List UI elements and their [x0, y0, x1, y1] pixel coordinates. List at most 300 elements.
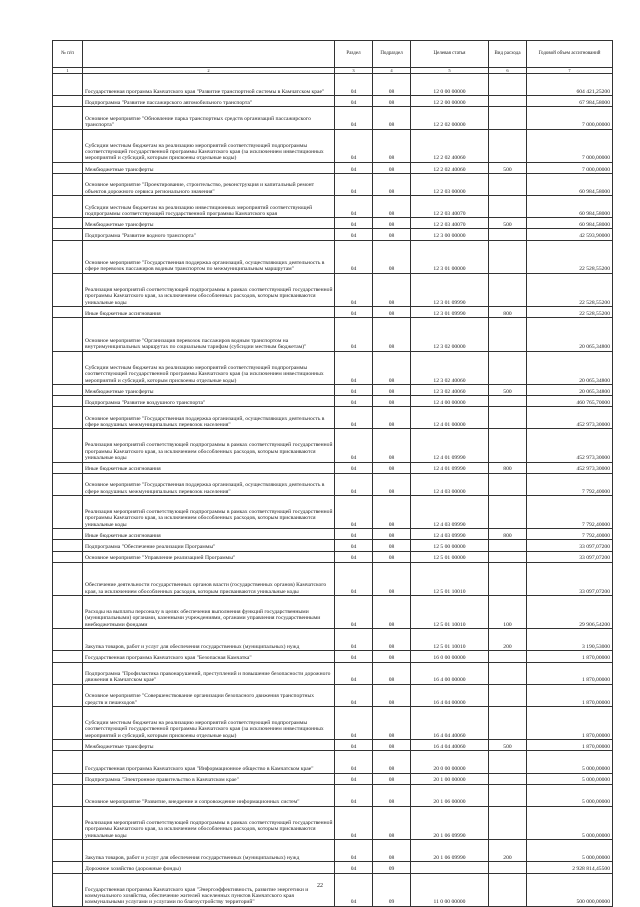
- row-expense-type: [489, 751, 527, 773]
- row-razdel: 04: [335, 307, 373, 318]
- row-podrazdel: 08: [373, 540, 411, 551]
- row-target-article: 20 0 00 00000: [411, 751, 489, 773]
- row-name: Подпрограмма "Профилактика правонарушений, преступлений и повышение безопасности дорожного движения в Камчатском крае": [83, 662, 335, 684]
- table-row: [53, 384, 613, 395]
- row-name: Реализация мероприятий соответствующей подпрограммы в рамках соответствующей государственной программы Камчатского края, за исключением обособленных расходов, которым присваиваются уникальные коды: [83, 429, 335, 462]
- table-row: [53, 96, 613, 107]
- row-annual-sum: 1 870,00000: [527, 684, 613, 706]
- row-podrazdel: 08: [373, 218, 411, 229]
- row-podrazdel: 09: [373, 873, 411, 906]
- row-expense-type: [489, 784, 527, 806]
- row-annual-sum: 1 870,00000: [527, 706, 613, 739]
- row-target-article: 12 2 00 00000: [411, 96, 489, 107]
- row-annual-sum: 1 870,00000: [527, 662, 613, 684]
- row-razdel: 04: [335, 529, 373, 540]
- row-name: Государственная программа Камчатского края "Информационное общество в Камчатском крае": [83, 751, 335, 773]
- table-row: [53, 684, 613, 706]
- row-target-article: 12 3 01 09990: [411, 273, 489, 306]
- row-razdel: 04: [335, 173, 373, 195]
- row-num: [53, 740, 83, 751]
- row-razdel: 04: [335, 96, 373, 107]
- table-row: [53, 562, 613, 595]
- table-row: [53, 873, 613, 906]
- row-expense-type: [489, 684, 527, 706]
- table-row: [53, 651, 613, 662]
- row-razdel: 04: [335, 318, 373, 351]
- row-target-article: 20 1 00 00000: [411, 773, 489, 784]
- row-expense-type: [489, 273, 527, 306]
- table-row: [53, 595, 613, 628]
- table-row: [53, 173, 613, 195]
- row-num: [53, 806, 83, 839]
- row-target-article: 12 4 00 00000: [411, 396, 489, 407]
- row-target-article: 12 2 02 00000: [411, 107, 489, 129]
- row-annual-sum: 460 765,70000: [527, 396, 613, 407]
- row-expense-type: [489, 229, 527, 240]
- table-row: [53, 429, 613, 462]
- row-name: Межбюджетные трансферты: [83, 218, 335, 229]
- row-num: [53, 562, 83, 595]
- row-annual-sum: 7 000,00000: [527, 107, 613, 129]
- row-razdel: 04: [335, 706, 373, 739]
- row-target-article: 16 4 04 40060: [411, 706, 489, 739]
- header-num: № п/п: [53, 41, 83, 68]
- row-podrazdel: 08: [373, 651, 411, 662]
- row-target-article: [411, 862, 489, 873]
- row-name: Реализация мероприятий соответствующей подпрограммы в рамках соответствующей государственной программы Камчатского края, за исключением обособленных расходов, которым присваиваются уникальные коды: [83, 495, 335, 528]
- row-podrazdel: 08: [373, 129, 411, 162]
- table-row: [53, 706, 613, 739]
- row-num: [53, 129, 83, 162]
- row-num: [53, 840, 83, 862]
- row-podrazdel: 08: [373, 384, 411, 395]
- row-annual-sum: 22 528,55200: [527, 273, 613, 306]
- row-razdel: 04: [335, 595, 373, 628]
- row-target-article: 12 2 03 00000: [411, 173, 489, 195]
- column-index: 2: [83, 68, 335, 74]
- header-target-article: Целевая статья: [411, 41, 489, 68]
- row-annual-sum: 7 792,40000: [527, 495, 613, 528]
- table-row: [53, 462, 613, 473]
- row-target-article: 12 4 03 00000: [411, 473, 489, 495]
- row-num: [53, 396, 83, 407]
- row-target-article: 16 4 04 40060: [411, 740, 489, 751]
- header-podrazdel: Подраздел: [373, 41, 411, 68]
- table-row: [53, 551, 613, 562]
- row-target-article: 12 5 01 10010: [411, 562, 489, 595]
- row-num: [53, 240, 83, 273]
- column-index: 7: [527, 68, 613, 74]
- row-annual-sum: 452 973,30000: [527, 462, 613, 473]
- row-num: [53, 462, 83, 473]
- row-name: Основное мероприятие "Государственная поддержка организаций, осуществляющих деятельность в сфере воздушных межмуниципальных перевозок населения": [83, 407, 335, 429]
- row-target-article: 12 3 02 40060: [411, 384, 489, 395]
- row-expense-type: 500: [489, 162, 527, 173]
- row-razdel: 04: [335, 107, 373, 129]
- row-annual-sum: 22 528,55200: [527, 240, 613, 273]
- row-expense-type: [489, 495, 527, 528]
- row-annual-sum: 33 097,07200: [527, 551, 613, 562]
- row-name: Закупка товаров, работ и услуг для обеспечения государственных (муниципальных) нужд: [83, 629, 335, 651]
- row-annual-sum: 5 000,00000: [527, 840, 613, 862]
- header-razdel: Раздел: [335, 41, 373, 68]
- row-podrazdel: 08: [373, 407, 411, 429]
- table-row: [53, 751, 613, 773]
- row-razdel: 04: [335, 651, 373, 662]
- table-row: [53, 773, 613, 784]
- column-index: 5: [411, 68, 489, 74]
- row-num: [53, 595, 83, 628]
- row-annual-sum: 500 000,00000: [527, 873, 613, 906]
- row-expense-type: [489, 407, 527, 429]
- row-target-article: 16 0 00 00000: [411, 651, 489, 662]
- table-row: [53, 862, 613, 873]
- row-num: [53, 662, 83, 684]
- row-annual-sum: 60 984,58000: [527, 173, 613, 195]
- row-razdel: 04: [335, 562, 373, 595]
- table-row: [53, 273, 613, 306]
- row-num: [53, 429, 83, 462]
- row-num: [53, 495, 83, 528]
- row-num: [53, 74, 83, 96]
- row-expense-type: [489, 196, 527, 218]
- table-row: [53, 806, 613, 839]
- row-num: [53, 784, 83, 806]
- row-target-article: 12 4 03 09990: [411, 495, 489, 528]
- row-num: [53, 684, 83, 706]
- row-razdel: 04: [335, 240, 373, 273]
- row-target-article: 12 0 00 00000: [411, 74, 489, 96]
- table-row: [53, 107, 613, 129]
- row-name: Обеспечение деятельности государственных органов власти (государственных органов) Камчатского края, за исключением обособленных расходов, которым присваиваются уникальные коды: [83, 562, 335, 595]
- row-annual-sum: 7 000,00000: [527, 129, 613, 162]
- row-name: Подпрограмма "Электронное правительство в Камчатском крае": [83, 773, 335, 784]
- row-name: Закупка товаров, работ и услуг для обеспечения государственных (муниципальных) нужд: [83, 840, 335, 862]
- row-target-article: 12 3 01 09990: [411, 307, 489, 318]
- header-name: [83, 41, 335, 68]
- row-razdel: 04: [335, 74, 373, 96]
- row-num: [53, 173, 83, 195]
- row-annual-sum: 33 097,07200: [527, 562, 613, 595]
- row-annual-sum: 60 984,58000: [527, 218, 613, 229]
- row-num: [53, 218, 83, 229]
- row-expense-type: [489, 551, 527, 562]
- row-num: [53, 384, 83, 395]
- row-name: Иные бюджетные ассигнования: [83, 307, 335, 318]
- row-expense-type: 800: [489, 462, 527, 473]
- table-row: [53, 351, 613, 384]
- row-annual-sum: 33 097,07200: [527, 540, 613, 551]
- row-name: Подпрограмма "Развитие пассажирского автомобильного транспорта": [83, 96, 335, 107]
- row-name: Основное мероприятие "Государственная поддержка организаций, осуществляющих деятельность в сфере воздушных межмуниципальных перевозок населения": [83, 473, 335, 495]
- row-podrazdel: 08: [373, 784, 411, 806]
- row-annual-sum: 5 000,00000: [527, 773, 613, 784]
- row-podrazdel: 09: [373, 862, 411, 873]
- row-razdel: 04: [335, 862, 373, 873]
- row-num: [53, 862, 83, 873]
- row-razdel: 04: [335, 662, 373, 684]
- row-num: [53, 318, 83, 351]
- row-podrazdel: 08: [373, 595, 411, 628]
- row-podrazdel: 08: [373, 495, 411, 528]
- table-row: [53, 407, 613, 429]
- row-annual-sum: 5 000,00000: [527, 806, 613, 839]
- page-number: 22: [317, 883, 323, 889]
- row-num: [53, 629, 83, 651]
- row-expense-type: 800: [489, 307, 527, 318]
- row-expense-type: [489, 706, 527, 739]
- row-podrazdel: 08: [373, 684, 411, 706]
- column-index: 4: [373, 68, 411, 74]
- row-name: Основное мероприятие "Проектирование, строительство, реконструкция и капитальный ремонт объектов дорожного сервиса регионального значения": [83, 173, 335, 195]
- row-expense-type: 200: [489, 629, 527, 651]
- row-podrazdel: 08: [373, 229, 411, 240]
- row-num: [53, 162, 83, 173]
- row-razdel: 04: [335, 773, 373, 784]
- row-razdel: 04: [335, 351, 373, 384]
- row-podrazdel: 08: [373, 773, 411, 784]
- table-row: [53, 662, 613, 684]
- row-podrazdel: 08: [373, 162, 411, 173]
- row-razdel: 04: [335, 196, 373, 218]
- row-target-article: 20 1 06 09990: [411, 806, 489, 839]
- row-razdel: 04: [335, 684, 373, 706]
- row-name: Иные бюджетные ассигнования: [83, 462, 335, 473]
- row-annual-sum: 7 792,40000: [527, 529, 613, 540]
- row-podrazdel: 08: [373, 806, 411, 839]
- row-name: Государственная программа Камчатского края "Безопасная Камчатка": [83, 651, 335, 662]
- row-razdel: 04: [335, 495, 373, 528]
- row-expense-type: [489, 540, 527, 551]
- row-expense-type: [489, 173, 527, 195]
- row-name: Иные бюджетные ассигнования: [83, 529, 335, 540]
- row-razdel: 04: [335, 384, 373, 395]
- row-target-article: 12 3 00 00000: [411, 229, 489, 240]
- row-name: Реализация мероприятий соответствующей подпрограммы в рамках соответствующей государственной программы Камчатского края, за исключением обособленных расходов, которым присваиваются уникальные коды: [83, 273, 335, 306]
- row-podrazdel: 08: [373, 629, 411, 651]
- row-razdel: 04: [335, 540, 373, 551]
- column-index: 6: [489, 68, 527, 74]
- row-annual-sum: 7 792,40000: [527, 473, 613, 495]
- row-annual-sum: 7 000,00000: [527, 162, 613, 173]
- row-podrazdel: 08: [373, 273, 411, 306]
- row-num: [53, 473, 83, 495]
- row-expense-type: [489, 396, 527, 407]
- table-row: [53, 218, 613, 229]
- row-razdel: 04: [335, 784, 373, 806]
- row-podrazdel: 08: [373, 96, 411, 107]
- row-expense-type: [489, 806, 527, 839]
- row-name: Субсидии местным бюджетам на реализацию мероприятий соответствующей подпрограммы соответствующей государственной программы Камчатского края (за исключением инвестиционных мероприятий и субсидий, которым присвоены отдельные коды): [83, 129, 335, 162]
- row-expense-type: [489, 351, 527, 384]
- table-row: [53, 740, 613, 751]
- row-razdel: 04: [335, 740, 373, 751]
- row-target-article: 20 1 06 09990: [411, 840, 489, 862]
- row-annual-sum: 3 190,53000: [527, 629, 613, 651]
- row-num: [53, 196, 83, 218]
- row-expense-type: 500: [489, 218, 527, 229]
- row-podrazdel: 08: [373, 74, 411, 96]
- table-row: [53, 74, 613, 96]
- row-target-article: 12 5 01 10010: [411, 595, 489, 628]
- row-expense-type: 500: [489, 384, 527, 395]
- header-annual-sum: Годовой объем ассигнований: [527, 41, 613, 68]
- row-expense-type: [489, 651, 527, 662]
- row-expense-type: [489, 129, 527, 162]
- table-row: [53, 473, 613, 495]
- row-podrazdel: 08: [373, 396, 411, 407]
- row-podrazdel: 08: [373, 107, 411, 129]
- row-name: Дорожное хозяйство (дорожные фонды): [83, 862, 335, 873]
- table-row: [53, 840, 613, 862]
- row-razdel: 04: [335, 473, 373, 495]
- row-podrazdel: 08: [373, 706, 411, 739]
- row-num: [53, 873, 83, 906]
- row-annual-sum: 20 065,34800: [527, 384, 613, 395]
- row-target-article: 12 4 01 09990: [411, 462, 489, 473]
- column-index: 1: [53, 68, 83, 74]
- row-expense-type: 800: [489, 529, 527, 540]
- row-podrazdel: 08: [373, 473, 411, 495]
- row-annual-sum: 5 000,00000: [527, 784, 613, 806]
- row-name: Основное мероприятие "Развитие, внедрение и сопровождение информационных систем": [83, 784, 335, 806]
- row-name: Основное мероприятие "Управление реализацией Программы": [83, 551, 335, 562]
- table-row: [53, 495, 613, 528]
- row-annual-sum: 20 065,34800: [527, 351, 613, 384]
- table-body: [53, 74, 613, 907]
- row-name: Межбюджетные трансферты: [83, 384, 335, 395]
- column-index: 3: [335, 68, 373, 74]
- row-podrazdel: 08: [373, 318, 411, 351]
- row-target-article: 12 3 02 40060: [411, 351, 489, 384]
- table-row: [53, 307, 613, 318]
- row-name: Подпрограмма "Обеспечение реализации Программы": [83, 540, 335, 551]
- row-annual-sum: 29 906,54200: [527, 595, 613, 628]
- row-num: [53, 651, 83, 662]
- row-podrazdel: 08: [373, 196, 411, 218]
- row-podrazdel: 08: [373, 662, 411, 684]
- row-name: Государственная программа Камчатского края "Развитие транспортной системы в Камчатском крае": [83, 74, 335, 96]
- table-header-row: [53, 41, 613, 68]
- row-target-article: 12 2 02 40060: [411, 129, 489, 162]
- row-expense-type: [489, 107, 527, 129]
- table-row: [53, 540, 613, 551]
- row-name: Субсидии местным бюджетам на реализацию мероприятий соответствующей подпрограммы соответствующей государственной программы Камчатского края (за исключением инвестиционных мероприятий и субсидий, которым присвоены отдельные коды): [83, 351, 335, 384]
- row-name: Основное мероприятие "Государственная поддержка организаций, осуществляющих деятельность в сфере перевозок пассажиров водным транспортом по межмуниципальным маршрутам": [83, 240, 335, 273]
- row-name: Субсидии местным бюджетам на реализацию инвестиционных мероприятий соответствующей подпрограммы соответствующей государственной программы Камчатского края: [83, 196, 335, 218]
- row-expense-type: 200: [489, 840, 527, 862]
- row-num: [53, 751, 83, 773]
- table-row: [53, 629, 613, 651]
- row-name: Реализация мероприятий соответствующей подпрограммы в рамках соответствующей государственной программы Камчатского края, за исключением обособленных расходов, которым присваиваются уникальные коды: [83, 806, 335, 839]
- row-name: Межбюджетные трансферты: [83, 740, 335, 751]
- row-razdel: 04: [335, 551, 373, 562]
- row-expense-type: [489, 862, 527, 873]
- row-razdel: 04: [335, 429, 373, 462]
- row-annual-sum: 22 528,55200: [527, 307, 613, 318]
- row-razdel: 04: [335, 873, 373, 906]
- row-expense-type: [489, 473, 527, 495]
- budget-table-sheet: [52, 40, 612, 907]
- row-target-article: 12 4 01 00000: [411, 407, 489, 429]
- row-expense-type: 100: [489, 595, 527, 628]
- row-annual-sum: 452 973,30000: [527, 429, 613, 462]
- row-name: Подпрограмма "Развитие воздушного транспорта": [83, 396, 335, 407]
- row-podrazdel: 08: [373, 840, 411, 862]
- table-row: [53, 162, 613, 173]
- row-name: Основное мероприятие "Совершенствование организации безопасного движения транспортных средств и пешеходов": [83, 684, 335, 706]
- row-annual-sum: 67 984,58000: [527, 96, 613, 107]
- row-num: [53, 273, 83, 306]
- row-num: [53, 551, 83, 562]
- row-annual-sum: 452 973,30000: [527, 407, 613, 429]
- row-razdel: 04: [335, 407, 373, 429]
- row-podrazdel: 08: [373, 751, 411, 773]
- row-expense-type: [489, 662, 527, 684]
- row-podrazdel: 08: [373, 529, 411, 540]
- table-row: [53, 396, 613, 407]
- row-razdel: 04: [335, 840, 373, 862]
- row-razdel: 04: [335, 629, 373, 651]
- budget-table: [52, 40, 613, 907]
- row-name: Подпрограмма "Развитие водного транспорта": [83, 229, 335, 240]
- row-podrazdel: 08: [373, 307, 411, 318]
- row-target-article: 12 5 00 00000: [411, 540, 489, 551]
- row-razdel: 04: [335, 806, 373, 839]
- row-podrazdel: 08: [373, 240, 411, 273]
- table-row: [53, 129, 613, 162]
- row-annual-sum: 1 870,00000: [527, 651, 613, 662]
- row-num: [53, 407, 83, 429]
- table-row: [53, 196, 613, 218]
- row-annual-sum: 20 065,34800: [527, 318, 613, 351]
- table-row: [53, 229, 613, 240]
- row-target-article: 12 5 01 10010: [411, 629, 489, 651]
- row-name: Основное мероприятие "Организация перевозок пассажиров водным транспортом на внутримуниципальных маршрутах по социальным тарифам (субсидии местным бюджетам)": [83, 318, 335, 351]
- row-annual-sum: 5 000,00000: [527, 751, 613, 773]
- table-row: [53, 240, 613, 273]
- row-name: Межбюджетные трансферты: [83, 162, 335, 173]
- row-name: Субсидии местным бюджетам на реализацию мероприятий соответствующей подпрограммы соответствующей государственной программы Камчатского края (за исключением инвестиционных мероприятий и субсидий, которым присвоены отдельные коды): [83, 706, 335, 739]
- row-expense-type: [489, 562, 527, 595]
- row-target-article: 12 3 02 00000: [411, 318, 489, 351]
- row-annual-sum: 2 928 814,45500: [527, 862, 613, 873]
- row-target-article: 12 3 01 00000: [411, 240, 489, 273]
- row-razdel: 04: [335, 162, 373, 173]
- row-target-article: 12 2 03 40070: [411, 196, 489, 218]
- row-expense-type: 500: [489, 740, 527, 751]
- row-target-article: 12 4 03 09990: [411, 529, 489, 540]
- row-expense-type: [489, 318, 527, 351]
- row-razdel: 04: [335, 462, 373, 473]
- row-expense-type: [489, 96, 527, 107]
- row-razdel: 04: [335, 273, 373, 306]
- row-num: [53, 229, 83, 240]
- row-podrazdel: 08: [373, 551, 411, 562]
- row-target-article: 16 4 04 00000: [411, 684, 489, 706]
- row-podrazdel: 08: [373, 462, 411, 473]
- row-annual-sum: 42 593,90000: [527, 229, 613, 240]
- row-target-article: 12 2 02 40060: [411, 162, 489, 173]
- row-annual-sum: 604 421,25200: [527, 74, 613, 96]
- row-num: [53, 773, 83, 784]
- row-target-article: 16 4 00 00000: [411, 662, 489, 684]
- row-expense-type: [489, 429, 527, 462]
- row-target-article: 12 4 01 09990: [411, 429, 489, 462]
- table-row: [53, 529, 613, 540]
- row-razdel: 04: [335, 229, 373, 240]
- row-num: [53, 529, 83, 540]
